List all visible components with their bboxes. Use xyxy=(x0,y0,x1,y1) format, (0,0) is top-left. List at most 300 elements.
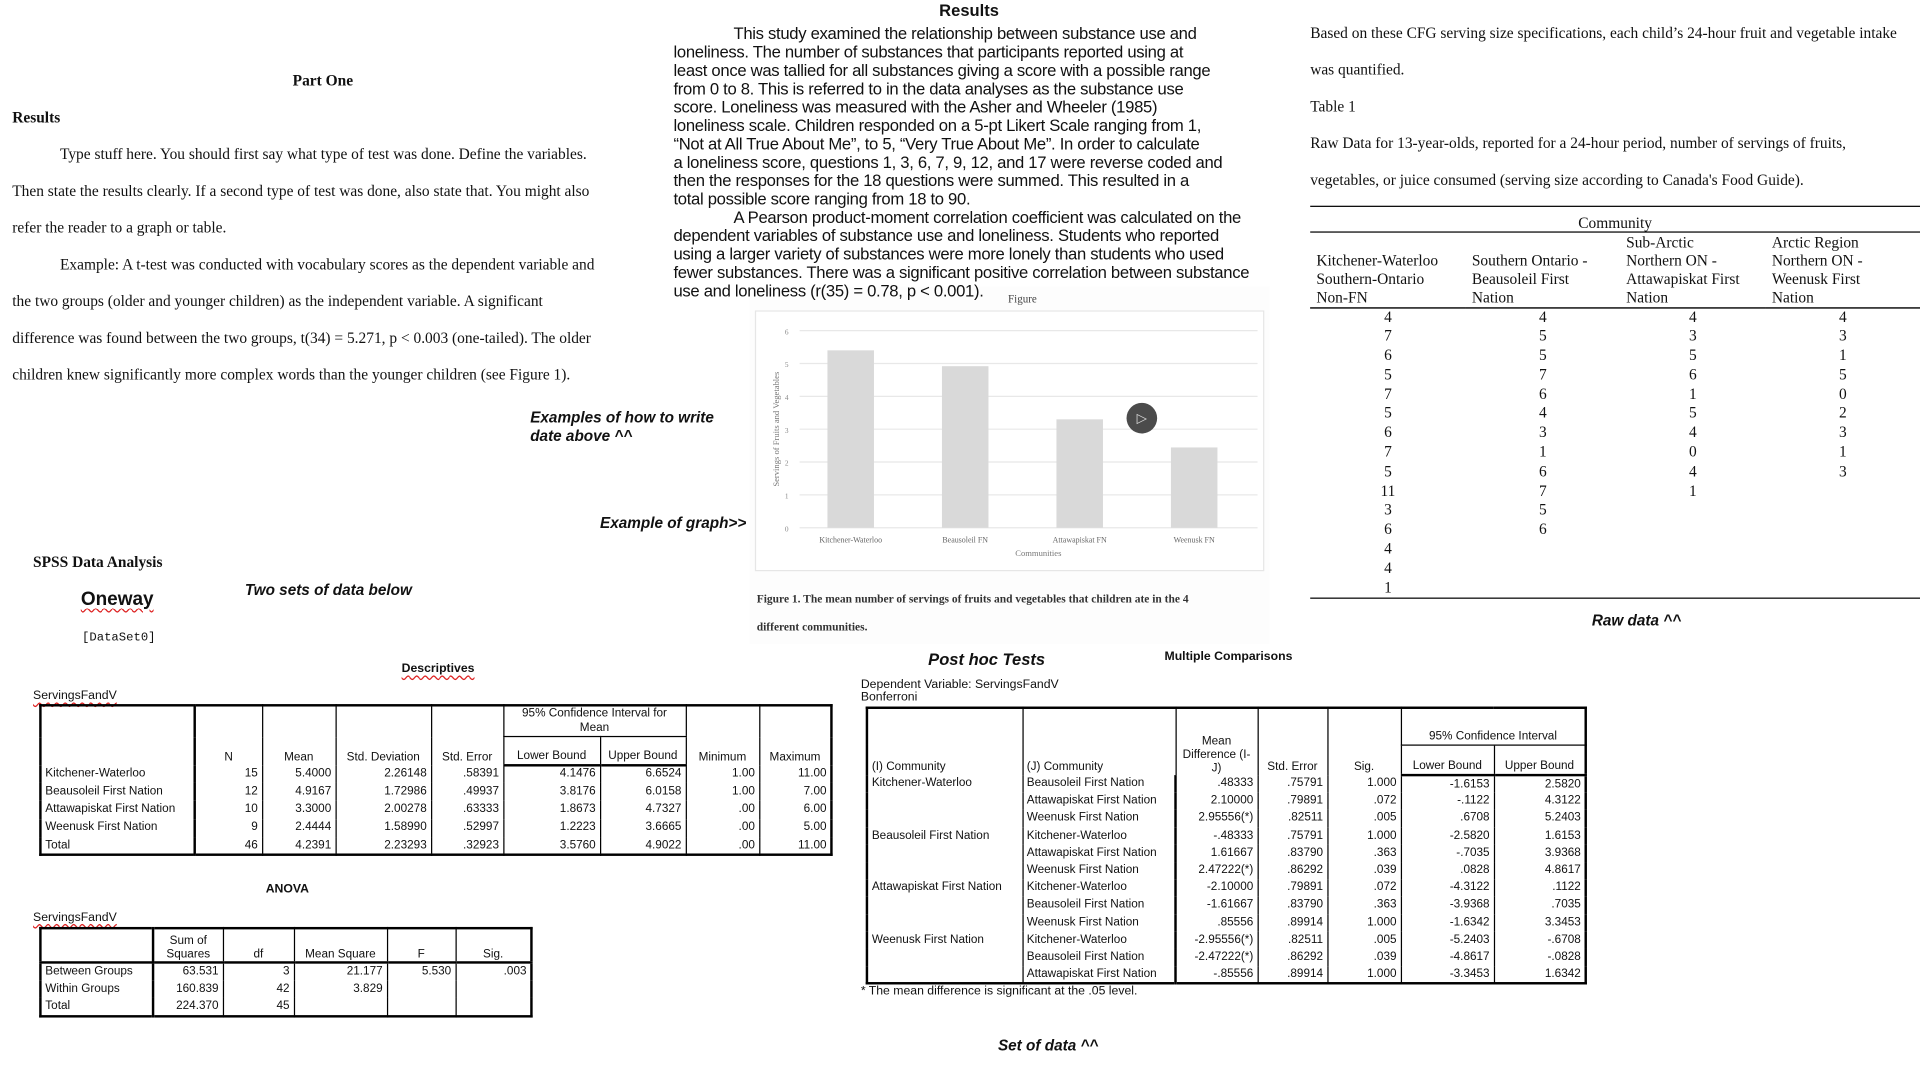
col-header: Mean xyxy=(262,705,335,764)
table-cell xyxy=(1766,482,1920,501)
table-cell: .6708 xyxy=(1401,810,1494,827)
note-two-sets: Two sets of data below xyxy=(244,581,412,599)
table-row xyxy=(867,862,1586,879)
ci-header: 95% Confidence Interval for Mean xyxy=(503,705,685,736)
table-cell: 7 xyxy=(1384,385,1392,403)
table-cell: Weenusk First Nation xyxy=(1022,810,1175,827)
table-cell: 1 xyxy=(1688,482,1697,500)
paragraph-line: from 0 to 8. This is referred to in the data analyses as the substance use xyxy=(673,79,1184,98)
table-cell: Beausoleil First Nation xyxy=(1022,949,1175,966)
raw-data-table xyxy=(1310,233,1920,598)
table-cell: 3 xyxy=(1838,327,1847,345)
table-cell: 6.6524 xyxy=(600,765,686,783)
ci-header: 95% Confidence Interval xyxy=(1401,708,1586,745)
table-cell xyxy=(294,998,387,1016)
header-line: Southern Ontario - xyxy=(1471,251,1588,269)
paragraph-line: dependent variables of substance use and loneliness. Students who reported xyxy=(673,226,1219,245)
table-cell: 7 xyxy=(1538,365,1547,384)
paragraph-line: total possible score ranging from 18 to 90. xyxy=(673,189,971,209)
col-header: df xyxy=(223,928,294,962)
table-cell xyxy=(1620,501,1766,520)
table-cell: 1 xyxy=(1384,578,1392,596)
multiple-comparisons-title: Multiple Comparisons xyxy=(1164,650,1293,664)
col-header xyxy=(1466,233,1620,308)
table-cell: .0828 xyxy=(1401,862,1494,879)
table-cell: 6 xyxy=(1384,424,1392,442)
row-label: Attawapiskat First Nation xyxy=(40,801,194,819)
table-cell xyxy=(456,980,532,998)
table-cell xyxy=(387,998,456,1016)
figure-caption-text: Figure 1. The mean number of servings of fruits and vegetables that children ate in the 4 xyxy=(756,593,1189,607)
table-cell: .75791 xyxy=(1258,775,1328,792)
table-cell: .003 xyxy=(456,962,532,980)
paragraph-line: Based on these CFG serving size specifications, each child’s 24-hour fruit and vegetable intake xyxy=(1310,24,1897,42)
table-cell: 6.00 xyxy=(759,801,831,819)
table-cell xyxy=(1466,559,1620,578)
table-cell: 3.829 xyxy=(294,980,387,998)
table-cell: 3 xyxy=(223,962,294,980)
paragraph-line: children knew significantly more complex words than the younger children (see Figure 1). xyxy=(12,366,571,384)
col-header xyxy=(1310,233,1466,308)
y-tick-label: 1 xyxy=(784,491,789,501)
table-cell xyxy=(867,897,1023,914)
table-cell: -2.95556(*) xyxy=(1176,931,1258,948)
table-cell xyxy=(1620,540,1766,559)
table-cell: .82511 xyxy=(1258,810,1328,827)
table-cell: .363 xyxy=(1327,845,1400,862)
table-cell xyxy=(867,949,1023,966)
table-cell: 4 xyxy=(1538,307,1547,326)
paragraph-line: Raw Data for 13-year-olds, reported for a 24-hour period, number of servings of fruits, xyxy=(1310,134,1847,152)
table-cell: 63.531 xyxy=(153,962,223,980)
col-header: (I) Community xyxy=(871,760,946,774)
paragraph-line: difference was found between the two groups, t(34) = 5.271, p < 0.003 (one-tailed). The older xyxy=(12,329,591,347)
bar-attawapiskat-fn xyxy=(1056,419,1103,527)
table-cell: -2.47222(*) xyxy=(1176,949,1258,966)
table-cell: 1.00 xyxy=(686,783,759,801)
table-cell: 1.000 xyxy=(1327,966,1400,983)
note-raw-data: Raw data ^^ xyxy=(1591,612,1682,630)
col-header: Upper Bound xyxy=(1494,744,1586,775)
table-row xyxy=(867,966,1586,983)
anova-table xyxy=(39,927,532,1017)
col-header: Std. Error xyxy=(1258,708,1328,775)
table-cell: 3.5760 xyxy=(503,837,600,855)
col-header: F xyxy=(387,928,456,962)
table-row xyxy=(867,810,1586,827)
descriptives-variable: ServingsFandV xyxy=(33,689,117,703)
table-cell: 2 xyxy=(1838,404,1847,422)
table-cell: -.85556 xyxy=(1176,966,1258,983)
table-cell: 160.839 xyxy=(153,980,223,998)
paragraph-line: score. Loneliness was measured with the Asher and Wheeler (1985) xyxy=(673,97,1158,117)
table-cell: Kitchener-Waterloo xyxy=(871,776,972,790)
table-cell xyxy=(867,914,1023,931)
table-cell xyxy=(1620,579,1766,598)
table-cell xyxy=(1766,521,1920,540)
table-cell: 1.72986 xyxy=(336,783,432,801)
table-cell: Attawapiskat First Nation xyxy=(1022,966,1175,983)
table-cell: 46 xyxy=(195,837,262,855)
table-cell: 2.10000 xyxy=(1176,792,1258,809)
table-row xyxy=(867,897,1586,914)
row-label: Total xyxy=(40,998,153,1016)
table-cell xyxy=(1766,540,1920,559)
table-cell: Weenusk First Nation xyxy=(1022,914,1175,931)
paragraph-line: the two groups (older and younger children) as the independent variable. A significant xyxy=(12,292,543,310)
dependent-variable-label: Dependent Variable: ServingsFandV xyxy=(860,678,1059,692)
table-cell: Weenusk First Nation xyxy=(1022,862,1175,879)
table-cell: .32923 xyxy=(431,837,503,855)
paragraph-line: “Not at All True About Me”, to 5, “Very True About Me”. In order to calculate xyxy=(673,134,1200,154)
table-row xyxy=(1310,347,1920,366)
table-cell: Attawapiskat First Nation xyxy=(1022,792,1175,809)
table-cell: 11.00 xyxy=(759,765,831,783)
table-cell: 5.4000 xyxy=(262,765,335,783)
table-cell: Kitchener-Waterloo xyxy=(1022,827,1175,844)
table-cell: .072 xyxy=(1327,792,1400,809)
table-cell: 1 xyxy=(1688,385,1697,403)
y-tick-label: 4 xyxy=(784,393,789,403)
table-row xyxy=(40,837,831,855)
header-line: Nation xyxy=(1626,288,1669,306)
table-cell: 4 xyxy=(1384,307,1392,326)
table-cell: 3 xyxy=(1688,327,1697,345)
paragraph-line: use and loneliness (r(35) = 0.78, p < 0.001). xyxy=(673,281,984,301)
table-cell: 2.26148 xyxy=(336,765,432,783)
table-cell: .85556 xyxy=(1176,914,1258,931)
col-header: Std. Error xyxy=(431,705,503,764)
table-row xyxy=(867,792,1586,809)
table-row xyxy=(1310,424,1920,443)
table-cell: -4.8617 xyxy=(1401,949,1494,966)
row-label: Kitchener-Waterloo xyxy=(40,765,194,783)
table-cell: 1.8673 xyxy=(503,801,600,819)
table-row xyxy=(867,931,1586,948)
table-cell: 1.000 xyxy=(1327,775,1400,792)
table-cell: 2.4444 xyxy=(262,819,335,837)
table-cell: 5 xyxy=(1538,346,1547,364)
table-cell: 11.00 xyxy=(759,837,831,855)
table-cell: .83790 xyxy=(1258,845,1328,862)
table-cell: 4.9022 xyxy=(600,837,686,855)
row-label: Total xyxy=(40,837,194,855)
table-cell: -2.10000 xyxy=(1176,879,1258,896)
paragraph-line: loneliness scale. Children responded on a 5-pt Likert Scale ranging from 1, xyxy=(673,116,1202,135)
anova-title: ANOVA xyxy=(265,882,310,897)
table-row xyxy=(867,914,1586,931)
table-cell: 3.9368 xyxy=(1494,845,1586,862)
table-cell: .7035 xyxy=(1494,897,1586,914)
table-cell: -.48333 xyxy=(1176,827,1258,844)
table-cell: 5.530 xyxy=(387,962,456,980)
table-row xyxy=(867,845,1586,862)
table-cell: 1.6342 xyxy=(1494,966,1586,983)
table-cell: -.7035 xyxy=(1401,845,1494,862)
table-cell: -4.3122 xyxy=(1401,879,1494,896)
header-line: Nation xyxy=(1471,288,1514,306)
table-row xyxy=(1310,521,1920,540)
header-line: Attawapiskat First xyxy=(1626,270,1740,288)
table-cell: 5 xyxy=(1688,346,1697,364)
table-cell xyxy=(1466,579,1620,598)
table-cell: Kitchener-Waterloo xyxy=(1022,931,1175,948)
table-cell: 3 xyxy=(1538,424,1547,442)
table-cell: 5 xyxy=(1538,327,1547,345)
table-cell: -2.5820 xyxy=(1401,827,1494,844)
table-cell: 4 xyxy=(1688,424,1697,442)
table-top-rule xyxy=(1310,206,1920,207)
table-cell: 3 xyxy=(1384,501,1392,519)
dataset-label: [DataSet0] xyxy=(82,631,156,646)
table-cell: 7 xyxy=(1384,327,1392,345)
table-cell: .00 xyxy=(686,801,759,819)
table-cell xyxy=(867,810,1023,827)
table-cell: 6 xyxy=(1384,346,1392,364)
table-row xyxy=(1310,482,1920,501)
table-cell: .82511 xyxy=(1258,931,1328,948)
table-cell: .1122 xyxy=(1494,879,1586,896)
table-cell: 15 xyxy=(195,765,262,783)
x-tick-label: Attawapiskat FN xyxy=(1052,535,1107,545)
col-header: Mean Square xyxy=(294,928,387,962)
col-header: Minimum xyxy=(686,705,759,764)
anova-variable: ServingsFandV xyxy=(33,911,117,925)
table-cell: .005 xyxy=(1327,931,1400,948)
table-cell: 3.3453 xyxy=(1494,914,1586,931)
col-header xyxy=(1620,233,1766,308)
table-row xyxy=(40,765,831,783)
table-cell: 5 xyxy=(1838,365,1847,384)
table-cell: 1.6153 xyxy=(1494,827,1586,844)
part-one-title: Part One xyxy=(292,72,354,90)
table-cell: 12 xyxy=(195,783,262,801)
table-row xyxy=(40,998,531,1016)
table-cell: 1.2223 xyxy=(503,819,600,837)
paragraph-line: Type stuff here. You should first say what type of test was done. Define the variables. xyxy=(60,145,587,163)
table-cell: 5.2403 xyxy=(1494,810,1586,827)
results-heading-middle: Results xyxy=(939,1,999,20)
paragraph-line: This study examined the relationship between substance use and xyxy=(733,24,1197,43)
table-cell: 4 xyxy=(1384,540,1392,558)
table-cell: 4.1476 xyxy=(503,765,600,783)
table-cell xyxy=(867,845,1023,862)
table-cell: -.6708 xyxy=(1494,931,1586,948)
table-cell: Attawapiskat First Nation xyxy=(1022,845,1175,862)
paragraph-line: Example: A t-test was conducted with vocabulary scores as the dependent variable and xyxy=(60,255,595,274)
table-cell: 3.3000 xyxy=(262,801,335,819)
table-cell: 3 xyxy=(1838,424,1847,442)
table-cell: -1.61667 xyxy=(1176,897,1258,914)
col-header: Sig. xyxy=(1327,708,1400,775)
note-set-of-data: Set of data ^^ xyxy=(997,1037,1099,1055)
table-cell: 5 xyxy=(1384,404,1392,422)
table-cell: Weenusk First Nation xyxy=(871,932,984,947)
table-cell: .83790 xyxy=(1258,897,1328,914)
table-cell: 2.5820 xyxy=(1494,775,1586,792)
table-cell xyxy=(1766,579,1920,598)
table-cell: .363 xyxy=(1327,897,1400,914)
header-blank xyxy=(40,928,153,962)
row-label: Beausoleil First Nation xyxy=(40,783,194,801)
table-cell: .89914 xyxy=(1258,966,1328,983)
x-tick-label: Kitchener-Waterloo xyxy=(819,535,883,545)
table-row xyxy=(1310,307,1920,327)
row-label: Between Groups xyxy=(40,962,153,980)
table-cell: .86292 xyxy=(1258,949,1328,966)
table-cell: 0 xyxy=(1838,385,1847,403)
table-cell: 45 xyxy=(223,998,294,1016)
paragraph-line: using a larger variety of substances were more lonely than students who used xyxy=(673,244,1224,264)
x-axis-label: Communities xyxy=(1015,547,1062,558)
table-row xyxy=(1310,501,1920,520)
table-cell: 5 xyxy=(1688,404,1697,422)
oneway-title: Oneway xyxy=(80,588,154,610)
header-line: Southern-Ontario xyxy=(1316,270,1425,288)
table-cell: 6 xyxy=(1538,520,1547,538)
posthoc-footnote: * The mean difference is significant at the .05 level. xyxy=(860,984,1138,998)
y-tick-label: 6 xyxy=(784,327,789,337)
table-cell: 1.00 xyxy=(686,765,759,783)
table-cell: 5.00 xyxy=(759,819,831,837)
figure-caption-2: different communities. xyxy=(756,622,868,635)
table-cell: .75791 xyxy=(1258,827,1328,844)
table-row xyxy=(867,879,1586,896)
figure-caption-1 xyxy=(757,594,1189,606)
table-cell: 1.000 xyxy=(1327,914,1400,931)
col-header: N xyxy=(195,705,262,764)
col-header: Std. Deviation xyxy=(336,705,432,764)
table-cell: 4.9167 xyxy=(262,783,335,801)
table-cell: 5 xyxy=(1538,501,1547,519)
descriptives-title: Descriptives xyxy=(401,662,475,676)
table-row xyxy=(1310,443,1920,462)
table-cell xyxy=(1620,521,1766,540)
table-cell: .63333 xyxy=(431,801,503,819)
paragraph-line: was quantified. xyxy=(1310,61,1405,79)
col-header xyxy=(1766,233,1920,308)
table-row xyxy=(40,801,831,819)
table-row xyxy=(40,980,531,998)
note-examples xyxy=(530,409,714,446)
table-cell: 1 xyxy=(1838,443,1847,461)
col-header: Sum of Squares xyxy=(153,928,223,962)
multiple-comparisons-table xyxy=(866,707,1587,985)
table-cell: Beausoleil First Nation xyxy=(871,828,990,843)
descriptives-table xyxy=(39,704,832,856)
row-label: Weenusk First Nation xyxy=(40,819,194,837)
paragraph-line: a loneliness score, questions 1, 3, 6, 7, 9, 12, and 17 were reverse coded and xyxy=(673,153,1223,172)
table-cell xyxy=(867,862,1023,879)
spss-heading: SPSS Data Analysis xyxy=(33,553,163,571)
y-tick-label: 2 xyxy=(784,458,789,468)
table-cell: 224.370 xyxy=(153,998,223,1016)
table-cell: 1.58990 xyxy=(336,819,432,837)
header-line: Arctic Region xyxy=(1771,233,1859,251)
y-axis-label: Servings of Fruits and Vegetables xyxy=(770,371,781,487)
table-cell: 5 xyxy=(1384,365,1392,384)
table-cell xyxy=(867,792,1023,809)
chart-title: Figure xyxy=(1008,293,1037,306)
table-cell: 4 xyxy=(1384,559,1392,577)
table-cell: 1 xyxy=(1838,346,1847,364)
community-spanner: Community xyxy=(1578,214,1652,232)
table-cell: 4.2391 xyxy=(262,837,335,855)
bar-chart xyxy=(749,287,1269,645)
bar-beausoleil-fn xyxy=(942,366,989,528)
y-tick-label: 0 xyxy=(784,524,789,534)
table-cell: 2.23293 xyxy=(336,837,432,855)
table-cell: 4.7327 xyxy=(600,801,686,819)
table-bottom-rule xyxy=(1310,598,1920,599)
y-tick-label: 5 xyxy=(784,360,789,370)
header-line: Sub-Arctic xyxy=(1626,233,1694,251)
table-row xyxy=(867,949,1586,966)
table-cell: -3.9368 xyxy=(1401,897,1494,914)
table-cell: -3.3453 xyxy=(1401,966,1494,983)
table-cell: 6 xyxy=(1538,385,1547,403)
table-cell: 7 xyxy=(1384,443,1392,461)
table-cell: 4 xyxy=(1688,307,1697,326)
table-cell: .48333 xyxy=(1176,775,1258,792)
table-cell: 2.95556(*) xyxy=(1176,810,1258,827)
header-line: Beausoleil First xyxy=(1471,270,1570,288)
table-cell: .89914 xyxy=(1258,914,1328,931)
table-cell: 1.000 xyxy=(1327,827,1400,844)
table-cell: .79891 xyxy=(1258,792,1328,809)
y-tick-label: 3 xyxy=(784,425,789,435)
table-row xyxy=(867,775,1586,792)
table-row xyxy=(1310,405,1920,424)
table-cell xyxy=(1766,501,1920,520)
play-button-icon[interactable]: ▷ xyxy=(1127,403,1158,434)
bar-kitchener-waterloo xyxy=(827,350,874,527)
x-tick-label: Weenusk FN xyxy=(1173,535,1215,545)
table-cell: 0 xyxy=(1688,443,1697,461)
table-cell: 6 xyxy=(1688,365,1697,384)
table-cell: 2.00278 xyxy=(336,801,432,819)
paragraph-line: Then state the results clearly. If a second type of test was done, also state that. You might also xyxy=(12,182,590,200)
note-examples-line: date above ^^ xyxy=(530,427,633,445)
table-row xyxy=(1310,366,1920,385)
col-header: Maximum xyxy=(759,705,831,764)
col-header: Sig. xyxy=(456,928,532,962)
x-tick-label: Beausoleil FN xyxy=(942,535,989,545)
table-row xyxy=(1310,579,1920,598)
table-cell: 3.8176 xyxy=(503,783,600,801)
col-header: Mean Difference (I-J) xyxy=(1176,708,1258,775)
table-cell: 7 xyxy=(1538,482,1547,500)
table-cell: 4.8617 xyxy=(1494,862,1586,879)
table-cell: 4.3122 xyxy=(1494,792,1586,809)
header-line: Non-FN xyxy=(1316,288,1368,306)
table-cell: 5 xyxy=(1384,462,1392,480)
results-heading-left: Results xyxy=(12,108,61,127)
table-cell: .58391 xyxy=(431,765,503,783)
table-cell: Attawapiskat First Nation xyxy=(871,880,1002,895)
table-cell: 2.47222(*) xyxy=(1176,862,1258,879)
header-line: Kitchener-Waterloo xyxy=(1316,251,1439,269)
note-graph: Example of graph>> xyxy=(600,514,747,532)
table-cell xyxy=(1466,540,1620,559)
header-line: Weenusk First xyxy=(1771,270,1861,288)
col-header: (J) Community xyxy=(1022,708,1175,775)
table-cell: 9 xyxy=(195,819,262,837)
table-cell: 3 xyxy=(1838,462,1847,480)
table-row xyxy=(40,819,831,837)
table-row xyxy=(1310,385,1920,404)
table-cell: 1 xyxy=(1538,443,1547,461)
